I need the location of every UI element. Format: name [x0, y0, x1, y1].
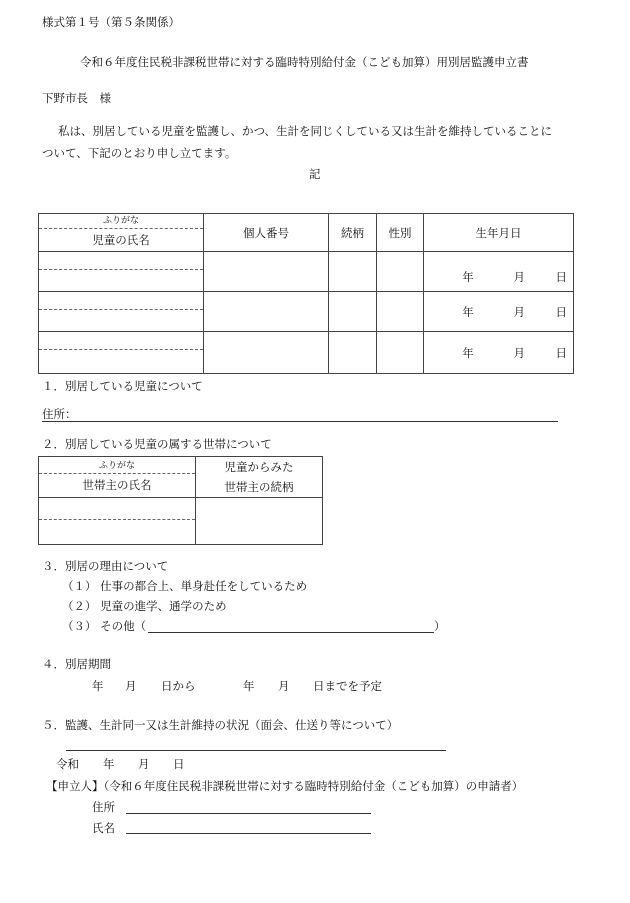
household-head-name-label: 世帯主の氏名	[82, 477, 152, 492]
birthdate-header: 生年月日	[424, 214, 574, 252]
table-row	[39, 292, 574, 332]
id-number-field[interactable]	[204, 252, 329, 292]
household-head-header	[39, 457, 196, 498]
page-title: 令和６年度住民税非課税世帯に対する臨時特別給付金（こども加算）用別居監護申立書	[80, 55, 529, 69]
date-month: 月	[138, 757, 150, 771]
applicant-address-label: 住所	[92, 800, 115, 814]
household-relation-field[interactable]	[196, 498, 323, 545]
household-head-name-field[interactable]	[39, 498, 196, 545]
birthdate-field[interactable]: 年 月 日	[424, 252, 574, 292]
table-row	[39, 252, 574, 292]
separation-start-year: 年	[92, 679, 104, 693]
child-name-field[interactable]	[39, 332, 204, 374]
child-name-label: 児童の氏名	[92, 233, 150, 247]
section-5-heading: ５．監護、生計同一又は生計維持の状況（面会、仕送り等について）	[42, 718, 399, 732]
id-number-field[interactable]	[204, 332, 329, 374]
sex-field[interactable]	[377, 292, 424, 332]
applicant-label: 【申立人】（令和６年度住民税非課税世帯に対する臨時特別給付金（こども加算）の申請者）	[46, 779, 524, 793]
separation-start-month: 月	[125, 679, 137, 693]
sex-header: 性別	[377, 214, 424, 252]
date-era: 令和	[56, 757, 79, 771]
date-year: 年	[103, 757, 115, 771]
applicant-name-label: 氏名	[92, 821, 115, 835]
table-row	[39, 498, 323, 545]
furigana-label: ふりがな	[39, 459, 195, 474]
child-address-label: 住所：	[42, 407, 77, 421]
relation-field[interactable]	[329, 252, 377, 292]
relation-header: 続柄	[329, 214, 377, 252]
relation-field[interactable]	[329, 292, 377, 332]
support-status-field[interactable]	[66, 750, 446, 751]
section-1-heading: １．別居している児童について	[42, 379, 203, 393]
id-number-header: 個人番号	[204, 214, 329, 252]
section-4-heading: ４．別居期間	[42, 657, 111, 671]
id-number-field[interactable]	[204, 292, 329, 332]
household-relation-header: 児童からみた 世帯主の続柄	[196, 457, 323, 498]
sex-field[interactable]	[377, 332, 424, 374]
household-table	[38, 456, 323, 545]
birthdate-field[interactable]: 年 月 日	[424, 292, 574, 332]
table-row	[39, 332, 574, 374]
form-number: 様式第１号（第５条関係）	[42, 15, 180, 29]
separation-start-day: 日から	[161, 679, 196, 693]
separation-end-month: 月	[278, 679, 290, 693]
section-2-heading: ２．別居している児童の属する世帯について	[42, 437, 272, 451]
ki-label: 記	[309, 167, 321, 181]
addressee: 下野市長 様	[42, 91, 111, 105]
furigana-label: ふりがな	[39, 214, 203, 229]
applicant-address-field[interactable]	[126, 813, 371, 814]
child-name-header	[39, 214, 204, 252]
reason-option-3[interactable]: （３） その他（	[62, 619, 147, 633]
applicant-name-field[interactable]	[126, 833, 371, 834]
relation-field[interactable]	[329, 332, 377, 374]
section-3-heading: ３．別居の理由について	[42, 559, 169, 573]
statement-line-2: ついて、下記のとおり申し立てます。	[42, 146, 237, 160]
statement-line-1: 私は、別居している児童を監護し、かつ、生計を同じくしている又は生計を維持していることに	[58, 124, 553, 138]
date-day: 日	[173, 757, 185, 771]
child-name-field[interactable]	[39, 292, 204, 332]
sex-field[interactable]	[377, 252, 424, 292]
birthdate-field[interactable]: 年 月 日	[424, 332, 574, 374]
other-reason-field[interactable]	[148, 632, 434, 633]
separation-end-day: 日までを予定	[313, 679, 382, 693]
child-address-field[interactable]	[42, 421, 558, 422]
close-paren: ）	[434, 619, 446, 633]
reason-option-2[interactable]: （２） 児童の進学、通学のため	[62, 599, 227, 613]
child-table	[38, 213, 574, 374]
child-name-field[interactable]	[39, 252, 204, 292]
reason-option-1[interactable]: （１） 仕事の都合上、単身赴任をしているため	[62, 579, 308, 593]
separation-end-year: 年	[243, 679, 255, 693]
